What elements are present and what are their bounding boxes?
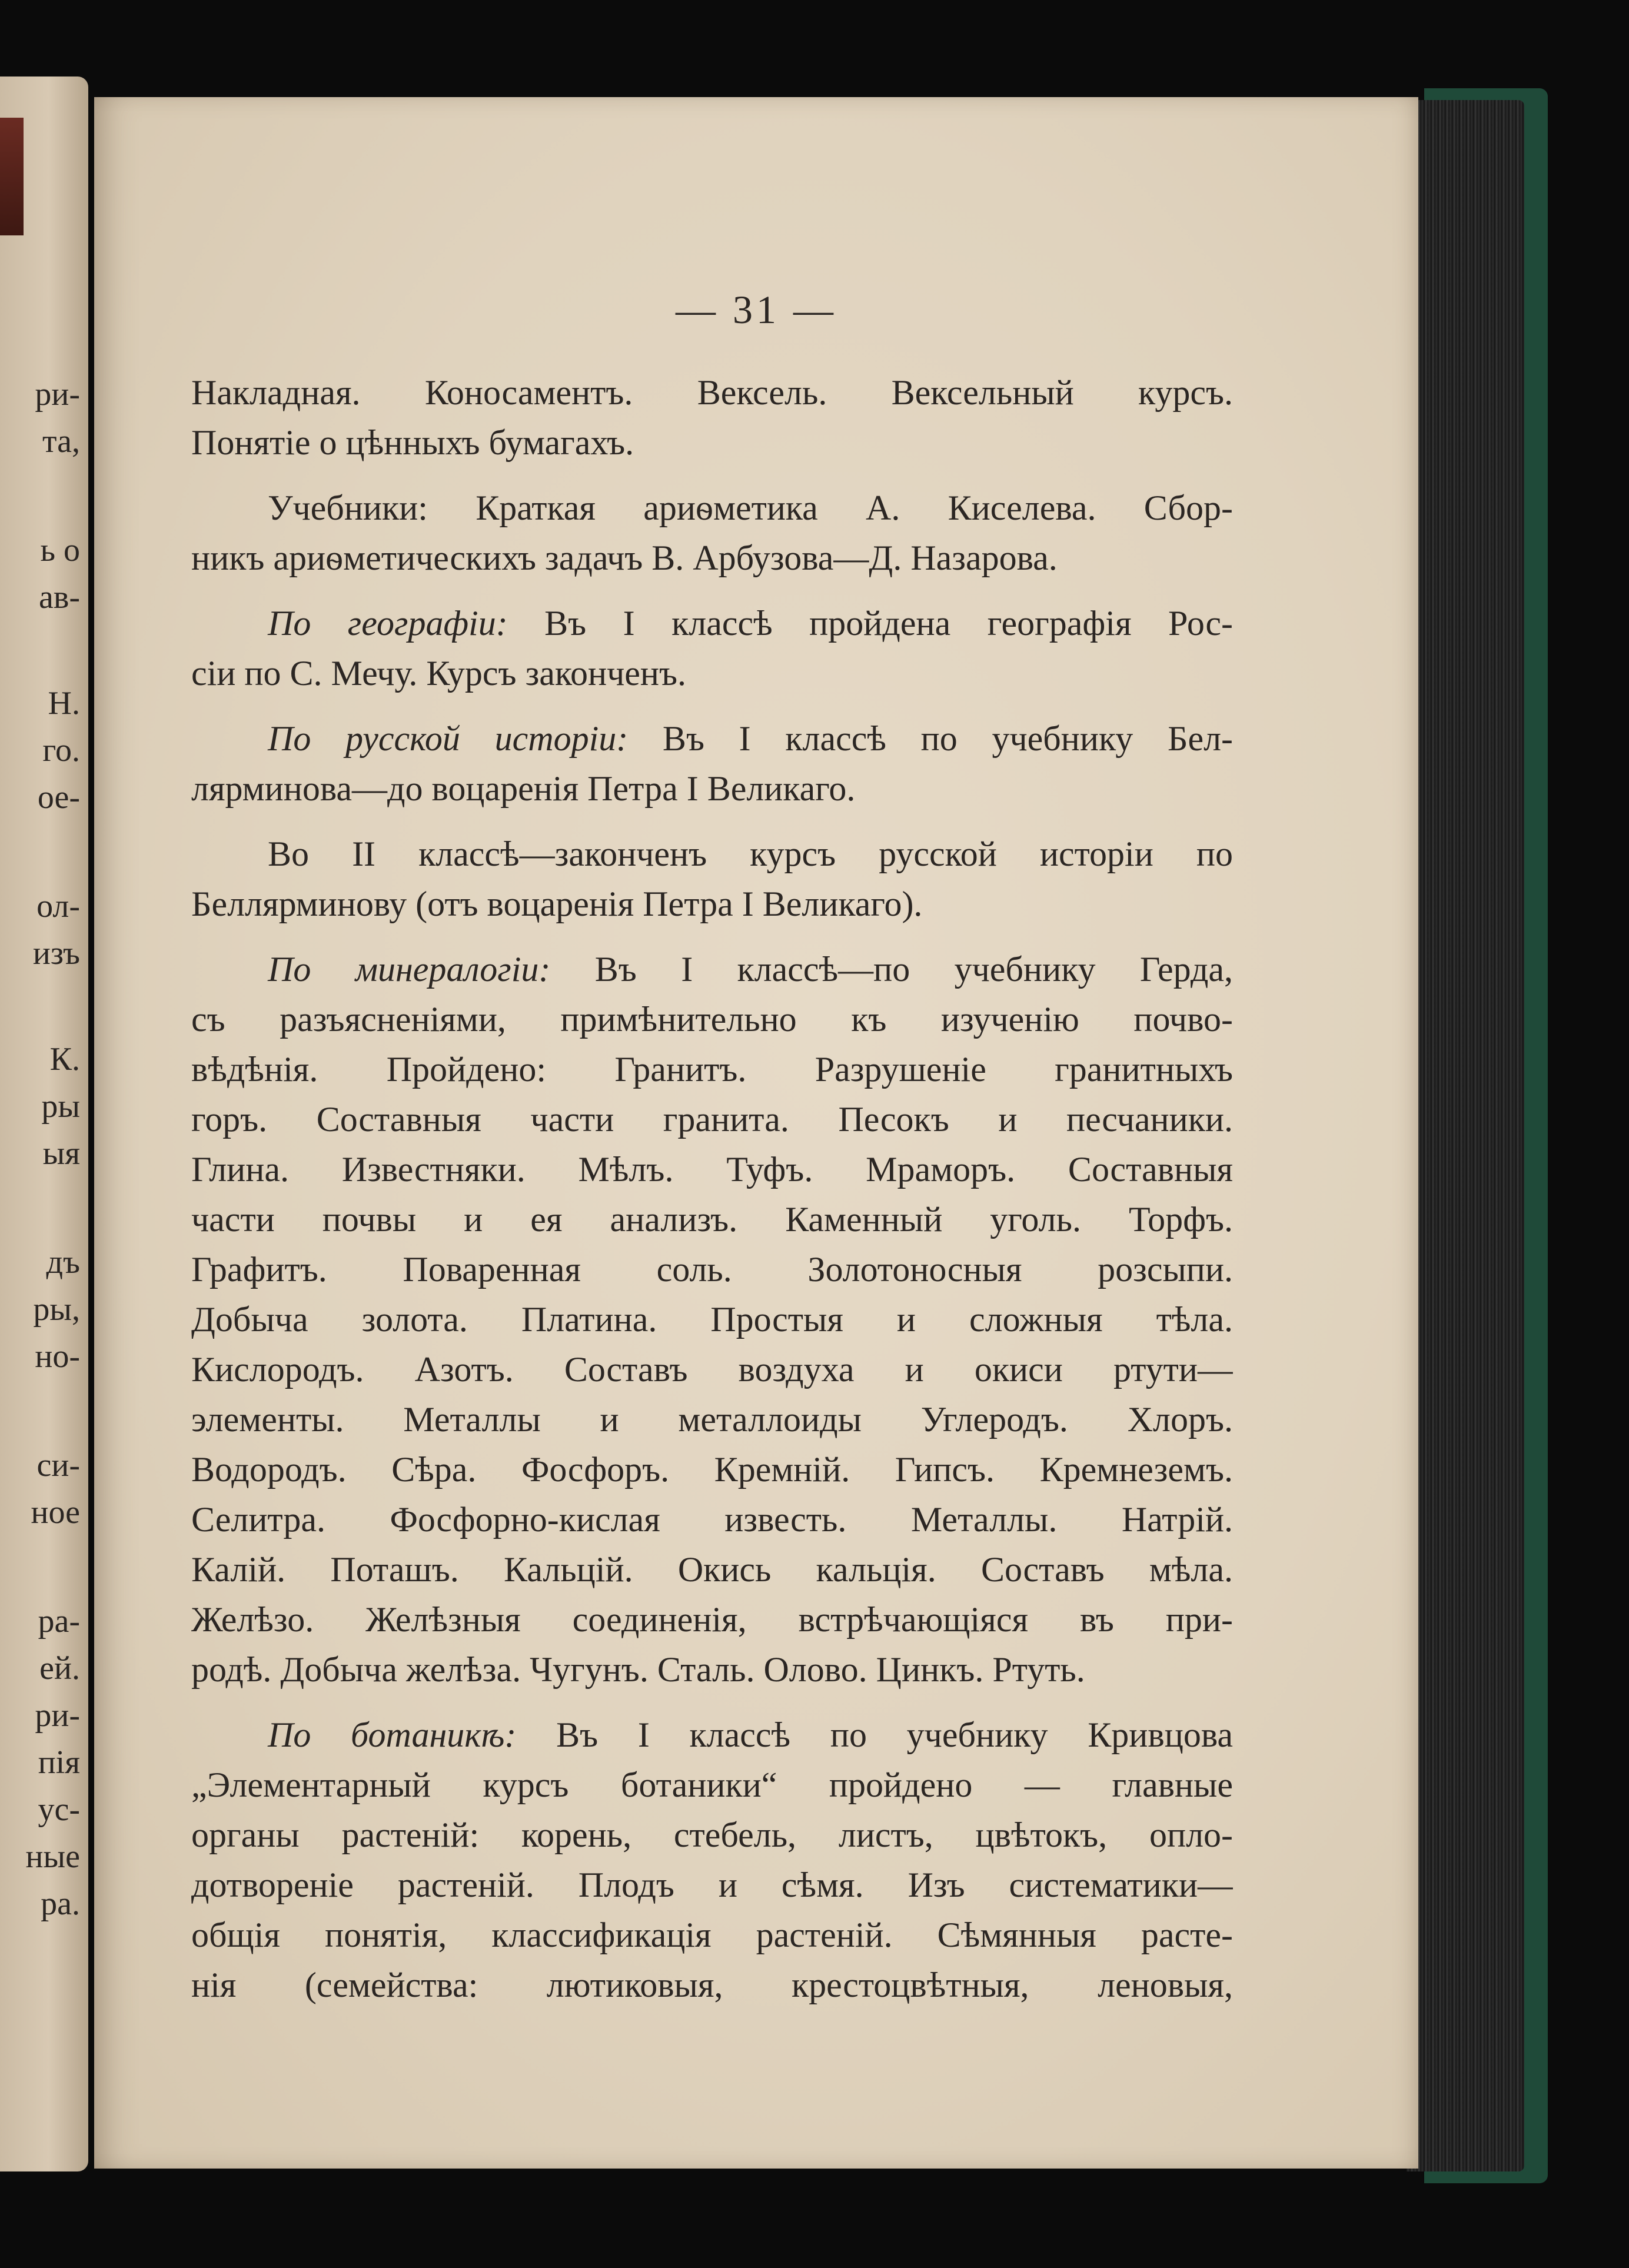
line-text: Калій. Поташъ. Кальцій. Окись кальція. Составъ мѣла. xyxy=(191,1550,1233,1589)
line-text: „Элементарный курсъ ботаники“ пройдено — главные xyxy=(191,1765,1233,1804)
fragment: ры xyxy=(41,1088,80,1125)
line-text: Кислородъ. Азотъ. Составъ воздуха и окиси ртути— xyxy=(191,1350,1233,1389)
text-line xyxy=(191,764,1233,814)
line-text: лярминова—до воцаренія Петра I Великаго. xyxy=(191,769,856,808)
fragment: ное xyxy=(31,1494,80,1531)
section-heading-mineralogy: По минералогіи: xyxy=(268,950,551,989)
line-text: горъ. Составныя части гранита. Песокъ и песчаники. xyxy=(191,1100,1233,1139)
line-text: никъ ариѳметическихъ задачъ В. Арбузова—Д. Назарова. xyxy=(191,538,1058,577)
fragment: ое- xyxy=(37,779,80,816)
line-text: Накладная. Коносаментъ. Вексель. Вексельный курсъ. xyxy=(191,373,1233,412)
fragment: ей. xyxy=(39,1650,80,1687)
line-text: Учебники: Краткая ариѳметика А. Киселева. Сбор- xyxy=(268,488,1233,527)
fragment: ра. xyxy=(41,1885,80,1922)
fragment: ры, xyxy=(33,1291,80,1328)
text-line xyxy=(191,1960,1233,2010)
text-line xyxy=(191,1760,1233,1810)
line-text: дотвореніе растеній. Плодъ и сѣмя. Изъ систематики— xyxy=(191,1865,1233,1904)
text-line xyxy=(191,829,1233,879)
line-text: органы растеній: корень, стебель, листъ, цвѣтокъ, опло- xyxy=(191,1815,1233,1854)
text-line xyxy=(191,945,1233,995)
section-heading-russian-history: По русской исторіи: xyxy=(268,719,629,758)
text-line xyxy=(191,1045,1233,1095)
text-line xyxy=(191,368,1233,418)
fragment: дъ xyxy=(46,1244,80,1281)
fragment: ь о xyxy=(40,532,80,568)
text-line xyxy=(191,483,1233,533)
page-block-edges xyxy=(1407,100,1524,2171)
line-text: Беллярминову (отъ воцаренія Петра I Великаго). xyxy=(191,884,923,923)
previous-page-edge xyxy=(0,77,88,2171)
text-line xyxy=(191,1910,1233,1960)
line-text: элементы. Металлы и металлоиды Углеродъ. Хлоръ. xyxy=(191,1400,1233,1439)
fragment: ав- xyxy=(39,579,80,616)
text-line xyxy=(191,1645,1233,1695)
line-text: сіи по С. Мечу. Курсъ законченъ. xyxy=(191,654,687,693)
line-text: Въ I классѣ пройдена географія Рос- xyxy=(507,604,1233,643)
line-text: нія (семейства: лютиковыя, крестоцвѣтныя, леновыя, xyxy=(191,1966,1233,2004)
previous-page-text-fragments xyxy=(0,77,88,2171)
book-page xyxy=(94,97,1418,2169)
page-body xyxy=(191,368,1233,2010)
text-line xyxy=(191,995,1233,1045)
text-line xyxy=(191,1710,1233,1760)
line-text: общія понятія, классификація растеній. Сѣмянныя расте- xyxy=(191,1916,1233,1954)
line-text: части почвы и ея анализъ. Каменный уголь. Торфъ. xyxy=(191,1200,1233,1239)
line-text: Селитра. Фосфорно-кислая известь. Металлы. Натрій. xyxy=(191,1500,1233,1539)
line-text: съ разъясненіями, примѣнительно къ изученію почво- xyxy=(191,1000,1233,1039)
fragment: ус- xyxy=(38,1791,80,1828)
text-line xyxy=(191,1195,1233,1245)
line-text: Глина. Известняки. Мѣлъ. Туфъ. Мраморъ. Составныя xyxy=(191,1150,1233,1189)
line-text: Во II классѣ—законченъ курсъ русской исторіи по xyxy=(268,834,1233,873)
section-heading-botany: По ботаникѣ: xyxy=(268,1715,517,1754)
text-line xyxy=(191,418,1233,468)
line-text: Въ I классѣ по учебнику Бел- xyxy=(628,719,1233,758)
text-line xyxy=(191,1445,1233,1495)
fragment: ные xyxy=(25,1838,80,1875)
fragment: пія xyxy=(38,1744,80,1781)
text-line xyxy=(191,1245,1233,1295)
fragment: изъ xyxy=(32,935,80,972)
fragment: ол- xyxy=(36,888,80,925)
line-text: Въ I классѣ по учебнику Кривцова xyxy=(516,1715,1233,1754)
fragment: Н. xyxy=(48,685,80,721)
line-text: вѣдѣнія. Пройдено: Гранитъ. Разрушеніе гранитныхъ xyxy=(191,1050,1233,1089)
text-line xyxy=(191,1545,1233,1595)
text-line xyxy=(191,1095,1233,1145)
text-line xyxy=(191,1860,1233,1910)
fragment: ыя xyxy=(42,1135,80,1172)
fragment: ри- xyxy=(35,376,80,413)
line-text: Желѣзо. Желѣзныя соединенія, встрѣчающіяся въ при- xyxy=(191,1600,1233,1639)
fragment: та, xyxy=(42,423,80,460)
text-line xyxy=(191,714,1233,764)
fragment: ри- xyxy=(35,1697,80,1734)
text-line xyxy=(191,879,1233,929)
line-text: Въ I классѣ—по учебнику Герда, xyxy=(550,950,1233,989)
text-line xyxy=(191,533,1233,583)
text-line xyxy=(191,1810,1233,1860)
text-line xyxy=(191,649,1233,699)
text-line xyxy=(191,598,1233,649)
text-line xyxy=(191,1495,1233,1545)
text-line xyxy=(191,1145,1233,1195)
text-line xyxy=(191,1595,1233,1645)
fragment: ра- xyxy=(38,1603,80,1640)
line-text: Понятіе о цѣнныхъ бумагахъ. xyxy=(191,423,634,462)
text-line xyxy=(191,1295,1233,1345)
fragment: си- xyxy=(36,1447,80,1484)
text-line xyxy=(191,1395,1233,1445)
line-text: Водородъ. Сѣра. Фосфоръ. Кремній. Гипсъ. Кремнеземъ. xyxy=(191,1450,1233,1489)
section-heading-geography: По географіи: xyxy=(268,604,508,643)
fragment: но- xyxy=(35,1338,80,1375)
text-line xyxy=(191,1345,1233,1395)
line-text: Графитъ. Поваренная соль. Золотоносныя розсыпи. xyxy=(191,1250,1233,1289)
line-text: Добыча золота. Платина. Простыя и сложныя тѣла. xyxy=(191,1300,1233,1339)
fragment: К. xyxy=(49,1041,80,1078)
page-number: — 31 — xyxy=(676,287,837,332)
fragment: го. xyxy=(42,732,80,769)
line-text: родѣ. Добыча желѣза. Чугунъ. Сталь. Олово. Цинкъ. Ртуть. xyxy=(191,1650,1085,1689)
